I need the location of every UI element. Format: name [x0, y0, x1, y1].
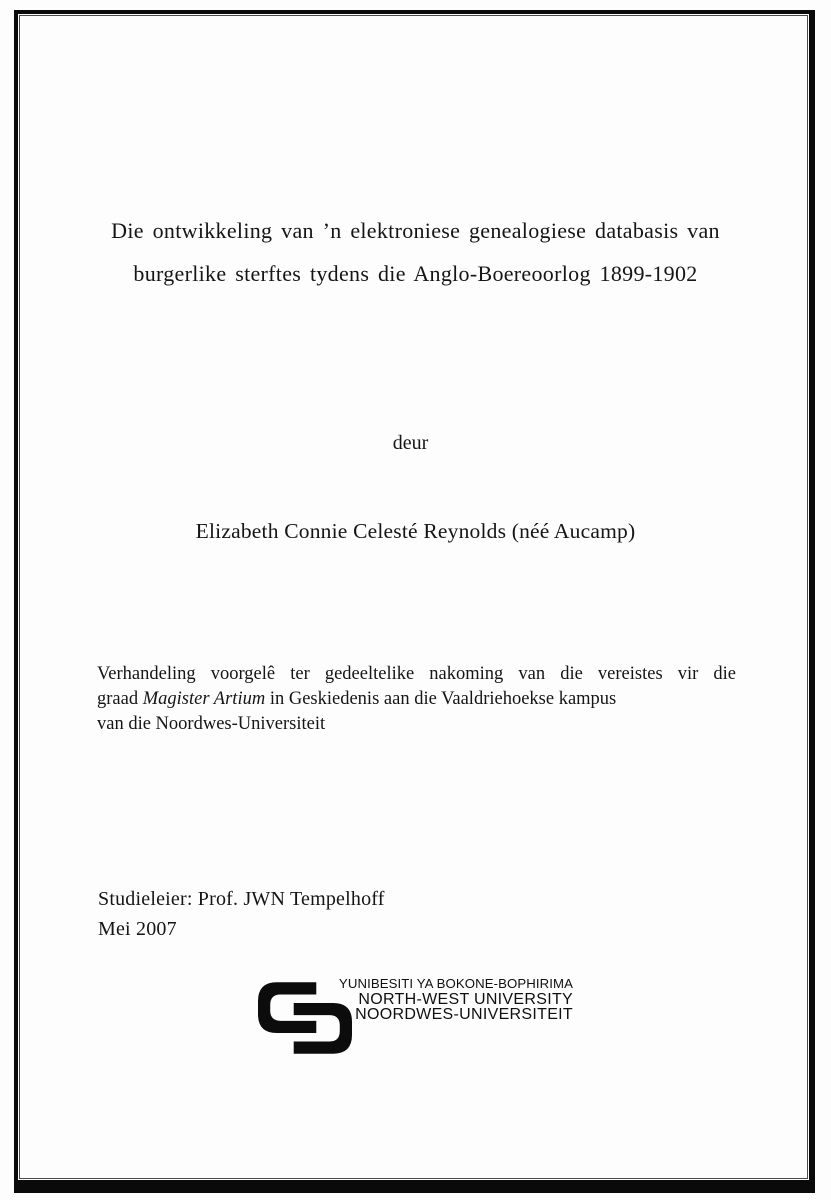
submission-line2-prefix: graad	[97, 689, 143, 709]
logo-line-setswana: YUNIBESITI YA BOKONE-BOPHIRIMA	[338, 976, 573, 991]
thesis-title	[40, 209, 791, 295]
supervisor-line: Studieleier: Prof. JWN Tempelhoff	[98, 888, 385, 910]
date-line: Mei 2007	[98, 918, 177, 940]
degree-name-italic: Magister Artium	[142, 689, 266, 709]
author-name: Elizabeth Connie Celesté Reynolds (néé Aucamp)	[195, 519, 636, 543]
submission-statement	[97, 662, 736, 737]
supervisor-block	[98, 884, 385, 944]
submission-line2	[97, 687, 736, 712]
logo-line-english: NORTH-WEST UNIVERSITY	[358, 990, 573, 1008]
submission-line2-suffix: in Geskiedenis aan die Vaaldriehoekse kampus	[265, 689, 617, 709]
submission-line3: van die Noordwes-Universiteit	[97, 714, 326, 734]
byline-deur: deur	[392, 432, 429, 454]
nwu-logo-wordmark	[299, 976, 573, 1023]
thesis-title-line1: Die ontwikkeling van ’n elektroniese genealogiese databasis van	[111, 218, 720, 243]
submission-line1: Verhandeling voorgelê ter gedeeltelike nakoming van die vereistes vir die	[97, 664, 736, 684]
thesis-title-line2: burgerlike sterftes tydens die Anglo-Boereoorlog 1899-1902	[133, 261, 698, 286]
logo-line-afrikaans: NOORDWES-UNIVERSITEIT	[355, 1006, 573, 1023]
